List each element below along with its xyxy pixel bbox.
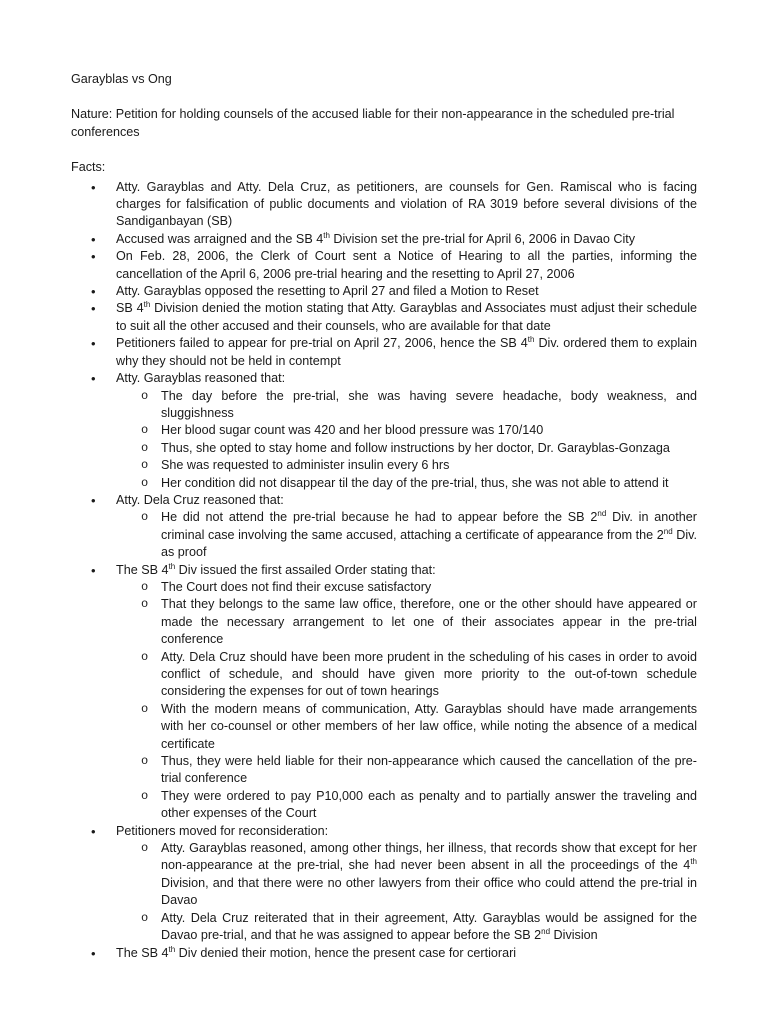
text-run: Div. ordered them to explain why they should not be held in contempt bbox=[116, 336, 697, 368]
text-run: Petitioners failed to appear for pre-trial on April 27, 2006, hence the SB 4 bbox=[116, 336, 528, 351]
sub-item bbox=[116, 457, 697, 474]
fact-text bbox=[116, 335, 697, 370]
text-run: Thus, they were held liable for their non-appearance which caused the cancellation of the pre-trial conference bbox=[161, 754, 697, 786]
fact-item bbox=[71, 179, 697, 231]
nature-paragraph: Nature: Petition for holding counsels of the accused liable for their non-appearance in the scheduled pre-trial conferences bbox=[71, 107, 675, 139]
text-run: Her condition did not disappear til the day of the pre-trial, thus, she was not able to attend it bbox=[161, 475, 669, 490]
sub-item bbox=[116, 579, 697, 596]
text-run: The Court does not find their excuse satisfactory bbox=[161, 579, 432, 594]
text-run: The day before the pre-trial, she was having severe headache, body weakness, and sluggishness bbox=[161, 388, 697, 420]
fact-item bbox=[71, 562, 697, 823]
text-run: Division set the pre-trial for April 6, 2006 in Davao City bbox=[329, 231, 636, 246]
text-run: They were ordered to pay P10,000 each as penalty and to partially answer the traveling and other expenses of the Court bbox=[161, 788, 697, 821]
text-run: She was requested to administer insulin every 6 hrs bbox=[161, 458, 450, 473]
text-run: That they belongs to the same law office, therefore, one or the other should have appeared or made the necessary arrangement to let one of their associates appear in the pre-trial conference bbox=[161, 597, 697, 647]
sub-item bbox=[116, 840, 697, 910]
fact-item bbox=[71, 248, 697, 283]
fact-text bbox=[116, 283, 697, 300]
ordinal-suffix: th bbox=[527, 335, 535, 345]
text-run: With the modern means of communication, Atty. Garayblas should have made arrangements with her co-counsel or other members of her law office, while noting the absence of a medical certificate bbox=[161, 701, 697, 751]
text-run: Thus, she opted to stay home and follow instructions by her doctor, Dr. Garayblas-Gonzaga bbox=[161, 440, 670, 455]
fact-item bbox=[71, 283, 697, 300]
sub-list bbox=[116, 579, 697, 823]
fact-text bbox=[116, 248, 697, 283]
sub-item bbox=[116, 422, 697, 439]
fact-item bbox=[71, 370, 697, 492]
sub-item bbox=[116, 388, 697, 423]
text-run: Division bbox=[550, 928, 598, 943]
text-run: Atty. Dela Cruz reasoned that: bbox=[116, 492, 284, 507]
ordinal-suffix: th bbox=[168, 561, 176, 571]
fact-item bbox=[71, 945, 697, 962]
fact-item bbox=[71, 823, 697, 945]
text-run: Div. as proof bbox=[161, 527, 697, 560]
fact-text bbox=[116, 231, 697, 248]
facts-heading: Facts: bbox=[71, 160, 106, 175]
text-run: Division denied the motion stating that Atty. Garayblas and Associates must adjust their schedule to suit all the other accused and their counsels, who are available for that date bbox=[116, 301, 697, 333]
case-title: Garayblas vs Ong bbox=[71, 72, 172, 86]
sub-item bbox=[116, 788, 697, 823]
text-run: SB 4 bbox=[116, 301, 144, 316]
text-run: Atty. Dela Cruz reiterated that in their agreement, Atty. Garayblas would be assigned for the Davao pre-trial, and that he was assigned to appear before the SB 2 bbox=[161, 910, 697, 943]
text-run: Div denied their motion, hence the present case for certiorari bbox=[175, 945, 517, 960]
ordinal-suffix: th bbox=[690, 857, 697, 867]
text-run: Div. in another criminal case involving the same accused, attaching a certificate of appearance from the 2 bbox=[161, 510, 698, 542]
text-run: Atty. Dela Cruz should have been more prudent in the scheduling of his cases in order to avoid conflict of schedule, and should have given more priority to the out-of-town schedule considering the expenses for out of town hearings bbox=[161, 649, 697, 699]
ordinal-suffix: nd bbox=[663, 526, 673, 536]
ordinal-suffix: nd bbox=[597, 509, 607, 519]
sub-item bbox=[116, 440, 697, 457]
fact-text bbox=[116, 179, 697, 231]
fact-item bbox=[71, 335, 697, 370]
facts-list bbox=[71, 179, 697, 962]
text-run: Division, and that there were no other lawyers from their office who could attend the pre-trial in Davao bbox=[161, 875, 697, 908]
sub-item bbox=[116, 596, 697, 648]
sub-item bbox=[116, 509, 697, 561]
text-run: Accused was arraigned and the SB 4 bbox=[116, 231, 324, 246]
sub-item bbox=[116, 649, 697, 701]
fact-item bbox=[71, 492, 697, 562]
fact-text bbox=[116, 823, 697, 840]
text-run: The SB 4 bbox=[116, 945, 169, 960]
fact-text bbox=[116, 562, 697, 579]
fact-text bbox=[116, 492, 697, 509]
ordinal-suffix: th bbox=[323, 230, 330, 240]
text-run: He did not attend the pre-trial because he had to appear before the SB 2 bbox=[161, 510, 598, 525]
fact-text bbox=[116, 300, 697, 335]
sub-list bbox=[116, 388, 697, 492]
sub-item bbox=[116, 701, 697, 753]
document-body bbox=[71, 71, 697, 962]
text-run: The SB 4 bbox=[116, 562, 169, 577]
sub-item bbox=[116, 475, 697, 492]
fact-item bbox=[71, 231, 697, 248]
fact-item bbox=[71, 300, 697, 335]
text-run: Atty. Garayblas and Atty. Dela Cruz, as petitioners, are counsels for Gen. Ramiscal who is facing charges for falsification of public documents and violation of RA 3019 before several divisions of the Sandiganbayan (SB) bbox=[116, 179, 697, 229]
text-run: On Feb. 28, 2006, the Clerk of Court sent a Notice of Hearing to all the parties, informing the cancellation of the April 6, 2006 pre-trial hearing and the resetting to April 27, 2006 bbox=[116, 249, 697, 281]
fact-text bbox=[116, 370, 697, 387]
text-run: Atty. Garayblas reasoned, among other things, her illness, that records show that except for her non-appearance at the pre-trial, she had never been absent in all the proceedings of the 4 bbox=[161, 841, 697, 873]
text-run: Atty. Garayblas opposed the resetting to April 27 and filed a Motion to Reset bbox=[116, 284, 539, 299]
text-run: Petitioners moved for reconsideration: bbox=[116, 823, 329, 838]
sub-list bbox=[116, 509, 697, 561]
ordinal-suffix: nd bbox=[541, 926, 551, 936]
ordinal-suffix: th bbox=[168, 944, 176, 954]
sub-item bbox=[116, 753, 697, 788]
text-run: Div issued the first assailed Order stating that: bbox=[175, 562, 436, 577]
sub-list bbox=[116, 840, 697, 944]
sub-item bbox=[116, 910, 697, 945]
ordinal-suffix: th bbox=[143, 300, 151, 310]
fact-text bbox=[116, 945, 697, 962]
text-run: Atty. Garayblas reasoned that: bbox=[116, 371, 286, 386]
text-run: Her blood sugar count was 420 and her blood pressure was 170/140 bbox=[161, 423, 544, 438]
